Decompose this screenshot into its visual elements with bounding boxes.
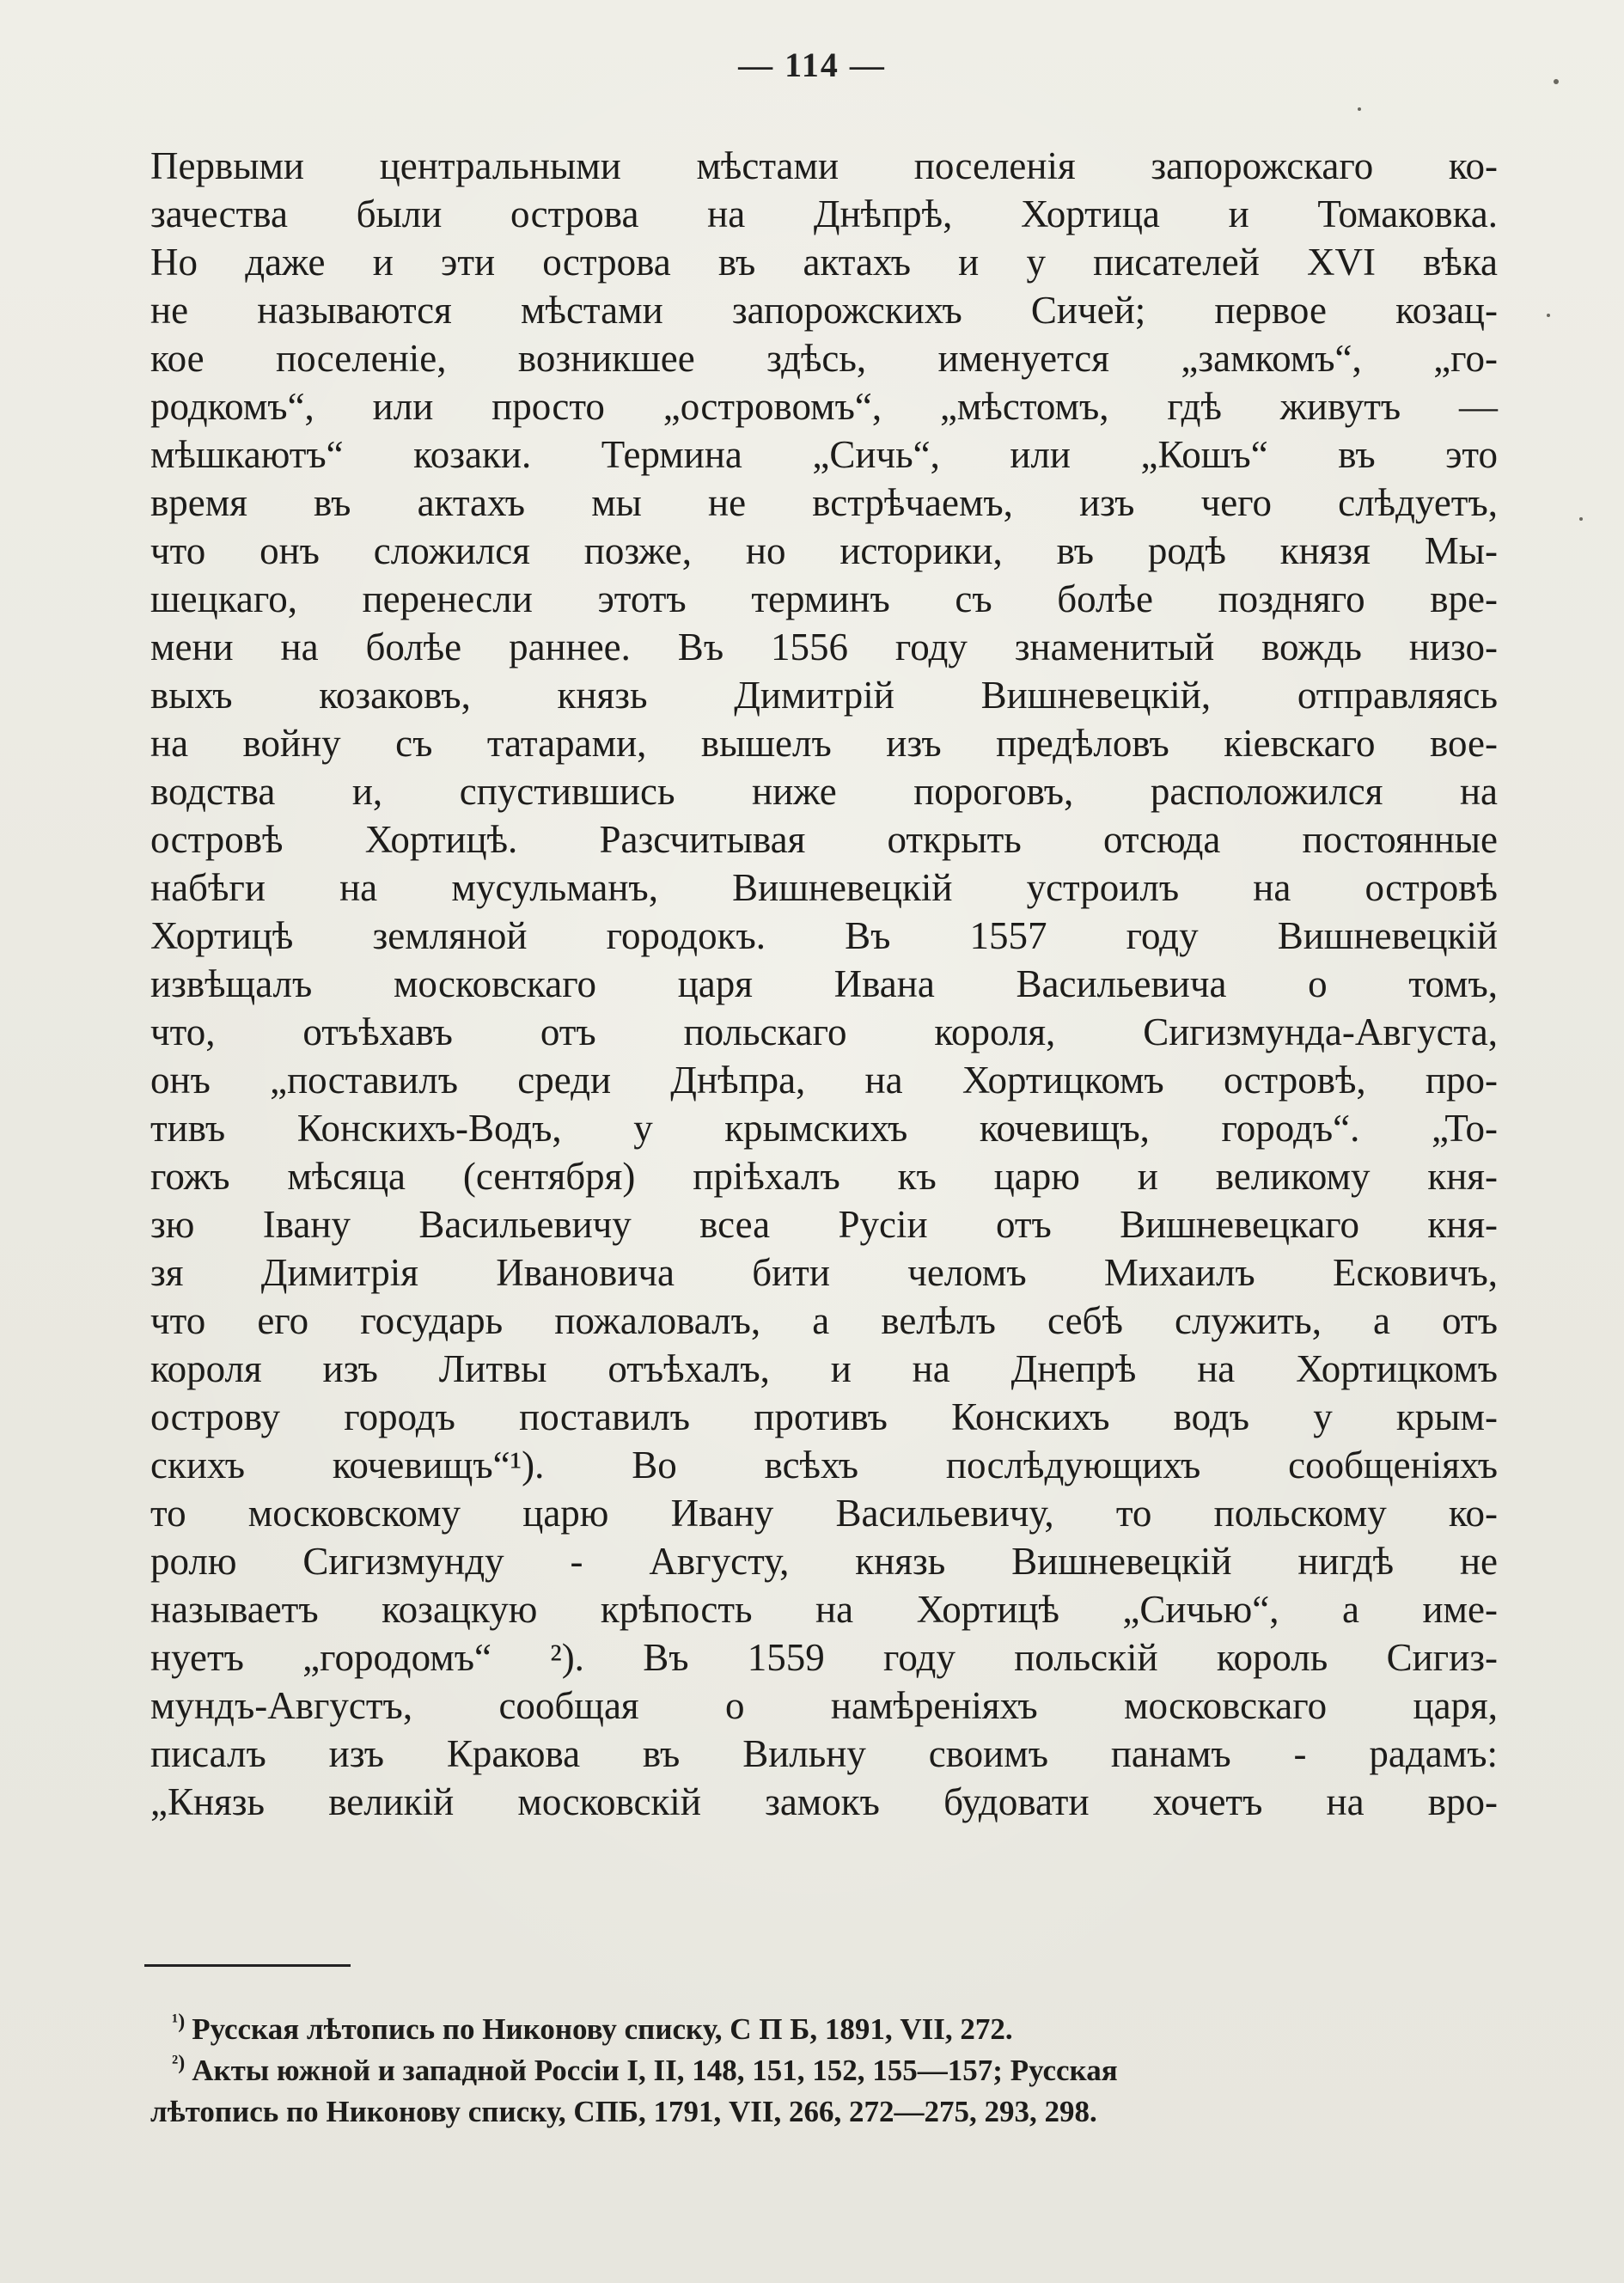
footnote-separator xyxy=(144,1964,351,1967)
footnote-text: лѣтопись по Никонову списку, СПБ, 1791, VII, 266, 272—275, 293, 298. xyxy=(150,2095,1097,2128)
text-line: водства и, спустившись ниже пороговъ, расположился на xyxy=(150,770,1498,813)
text-line: что, отъѣхавъ отъ польскаго короля, Сигизмунда-Августа, xyxy=(150,1010,1498,1053)
paper-speck xyxy=(1554,79,1559,84)
text-line: Но даже и эти острова въ актахъ и у писателей XVI вѣка xyxy=(150,241,1498,284)
text-line: зя Димитрія Ивановича бити челомъ Михаилъ Есковичъ, xyxy=(150,1251,1498,1294)
text-line: тивъ Конскихъ-Водъ, у крымскихъ кочевищъ, городъ“. „То- xyxy=(150,1107,1498,1150)
footnote-text: Акты южной и западной Россіи I, II, 148, 151, 152, 155—157; Русская xyxy=(192,2054,1118,2087)
footnote-2 xyxy=(159,2050,1499,2091)
text-line: выхъ козаковъ, князь Димитрій Вишневецкій, отправляясь xyxy=(150,674,1498,717)
paper-speck xyxy=(1547,314,1550,317)
text-line: островѣ Хортицѣ. Разсчитывая открыть отсюда постоянные xyxy=(150,818,1498,861)
text-line: шецкаго, перенесли этотъ терминъ съ болѣе поздняго вре- xyxy=(150,577,1498,620)
body-text xyxy=(150,142,1498,1826)
text-line: на войну съ татарами, вышелъ изъ предѣловъ кіевскаго вое- xyxy=(150,722,1498,765)
text-line: острову городъ поставилъ противъ Конскихъ водъ у крым- xyxy=(150,1395,1498,1438)
text-line: время въ актахъ мы не встрѣчаемъ, изъ чего слѣдуетъ, xyxy=(150,481,1498,524)
text-line: мѣшкаютъ“ козаки. Термина „Сичь“, или „Кошъ“ въ это xyxy=(150,433,1498,476)
text-line: что онъ сложился позже, но историки, въ родѣ князя Мы- xyxy=(150,529,1498,572)
text-line: писалъ изъ Кракова въ Вильну своимъ панамъ - радамъ: xyxy=(150,1732,1498,1775)
text-line: ролю Сигизмунду - Августу, князь Вишневецкій нигдѣ не xyxy=(150,1540,1498,1583)
paper-speck xyxy=(1579,517,1583,521)
text-line: мени на болѣе раннее. Въ 1556 году знаменитый вождь низо- xyxy=(150,626,1498,668)
text-line: гожъ мѣсяца (сентября) пріѣхалъ къ царю и великому кня- xyxy=(150,1155,1498,1198)
footnote-mark: ²) xyxy=(172,2052,186,2075)
text-line: короля изъ Литвы отъѣхалъ, и на Днепрѣ на Хортицкомъ xyxy=(150,1347,1498,1390)
text-line: Хортицѣ земляной городокъ. Въ 1557 году Вишневецкій xyxy=(150,914,1498,957)
footnotes xyxy=(150,2009,1499,2133)
text-line: то московскому царю Ивану Васильевичу, то польскому ко- xyxy=(150,1492,1498,1535)
text-line: мундъ-Августъ, сообщая о намѣреніяхъ московскаго царя, xyxy=(150,1684,1498,1727)
text-line: что его государь пожаловалъ, а велѣлъ себѣ служить, а отъ xyxy=(150,1299,1498,1342)
text-line: Первыми центральными мѣстами поселенія запорожскаго ко- xyxy=(150,144,1498,187)
footnote-text: Русская лѣтопись по Никонову списку, С П Б, 1891, VII, 272. xyxy=(192,2012,1013,2046)
text-line: кое поселеніе, возникшее здѣсь, именуется „замкомъ“, „го- xyxy=(150,337,1498,380)
paper-speck xyxy=(1358,107,1361,111)
text-line: скихъ кочевищъ“¹). Во всѣхъ послѣдующихъ сообщеніяхъ xyxy=(150,1444,1498,1486)
text-line: зачества были острова на Днѣпрѣ, Хортица и Томаковка. xyxy=(150,192,1498,235)
text-line: набѣги на мусульманъ, Вишневецкій устроилъ на островѣ xyxy=(150,866,1498,909)
footnote-1 xyxy=(159,2009,1499,2050)
text-line: извѣщалъ московскаго царя Ивана Васильевича о томъ, xyxy=(150,962,1498,1005)
text-line: родкомъ“, или просто „островомъ“, „мѣстомъ, гдѣ живутъ — xyxy=(150,385,1498,428)
text-line: называетъ козацкую крѣпость на Хортицѣ „Сичью“, а име- xyxy=(150,1588,1498,1631)
footnote-mark: ¹) xyxy=(172,2011,186,2034)
text-line: не называются мѣстами запорожскихъ Сичей; первое козац- xyxy=(150,289,1498,332)
text-line: зю Івану Васильевичу всеа Русіи отъ Вишневецкаго кня- xyxy=(150,1203,1498,1246)
text-line: онъ „поставилъ среди Днѣпра, на Хортицкомъ островѣ, про- xyxy=(150,1059,1498,1102)
text-line: нуетъ „городомъ“ ²). Въ 1559 году польскій король Сигиз- xyxy=(150,1636,1498,1679)
text-line: „Князь великій московскій замокъ будовати хочетъ на вро- xyxy=(150,1780,1498,1823)
footnote-2-continuation xyxy=(150,2091,1499,2133)
page-number: — 114 — xyxy=(738,46,886,84)
